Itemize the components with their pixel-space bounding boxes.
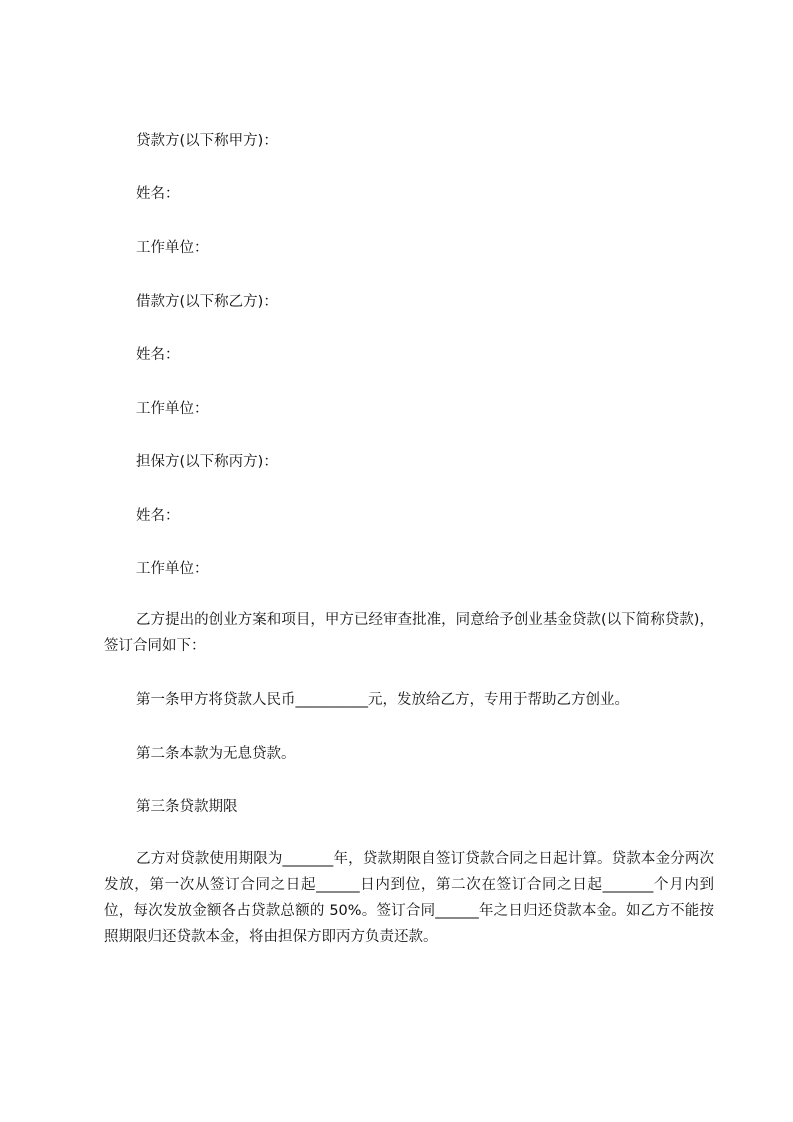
article-3-body: 乙方对贷款使用期限为_______年，贷款期限自签订贷款合同之日起计算。贷款本金分两次发放，第一次从签订合同之日起______日内到位，第二次在签订合同之日起_______个月内到位，每次发放金额各占贷款总额的 50%。签订合同______年之日归还贷款本金。如乙方不能按照期限归还贷款本金，将由担保方即丙方负责还款。: [104, 851, 714, 945]
article-1: 第一条甲方将贷款人民币__________元，发放给乙方，专用于帮助乙方创业。: [136, 692, 629, 708]
borrower-work-label: 工作单位：: [136, 401, 209, 417]
guarantor-name-label: 姓名：: [136, 508, 180, 524]
guarantor-work-label: 工作单位：: [136, 561, 209, 577]
guarantor-heading: 担保方(以下称丙方)：: [136, 454, 278, 470]
borrower-heading: 借款方(以下称乙方)：: [136, 294, 278, 310]
borrower-name-label: 姓名：: [136, 347, 180, 363]
intro-text: 乙方提出的创业方案和项目，甲方已经审查批准，同意给予创业基金贷款(以下简称贷款)，签订合同如下：: [104, 612, 714, 654]
article-3-paragraph: [104, 846, 714, 950]
intro-paragraph: [104, 607, 714, 659]
article-2: 第二条本款为无息贷款。: [136, 746, 296, 762]
article-3-title: 第三条贷款期限: [136, 799, 238, 815]
lender-name-label: 姓名：: [136, 186, 180, 202]
lender-work-label: 工作单位：: [136, 240, 209, 256]
lender-heading: 贷款方(以下称甲方)：: [136, 133, 278, 149]
